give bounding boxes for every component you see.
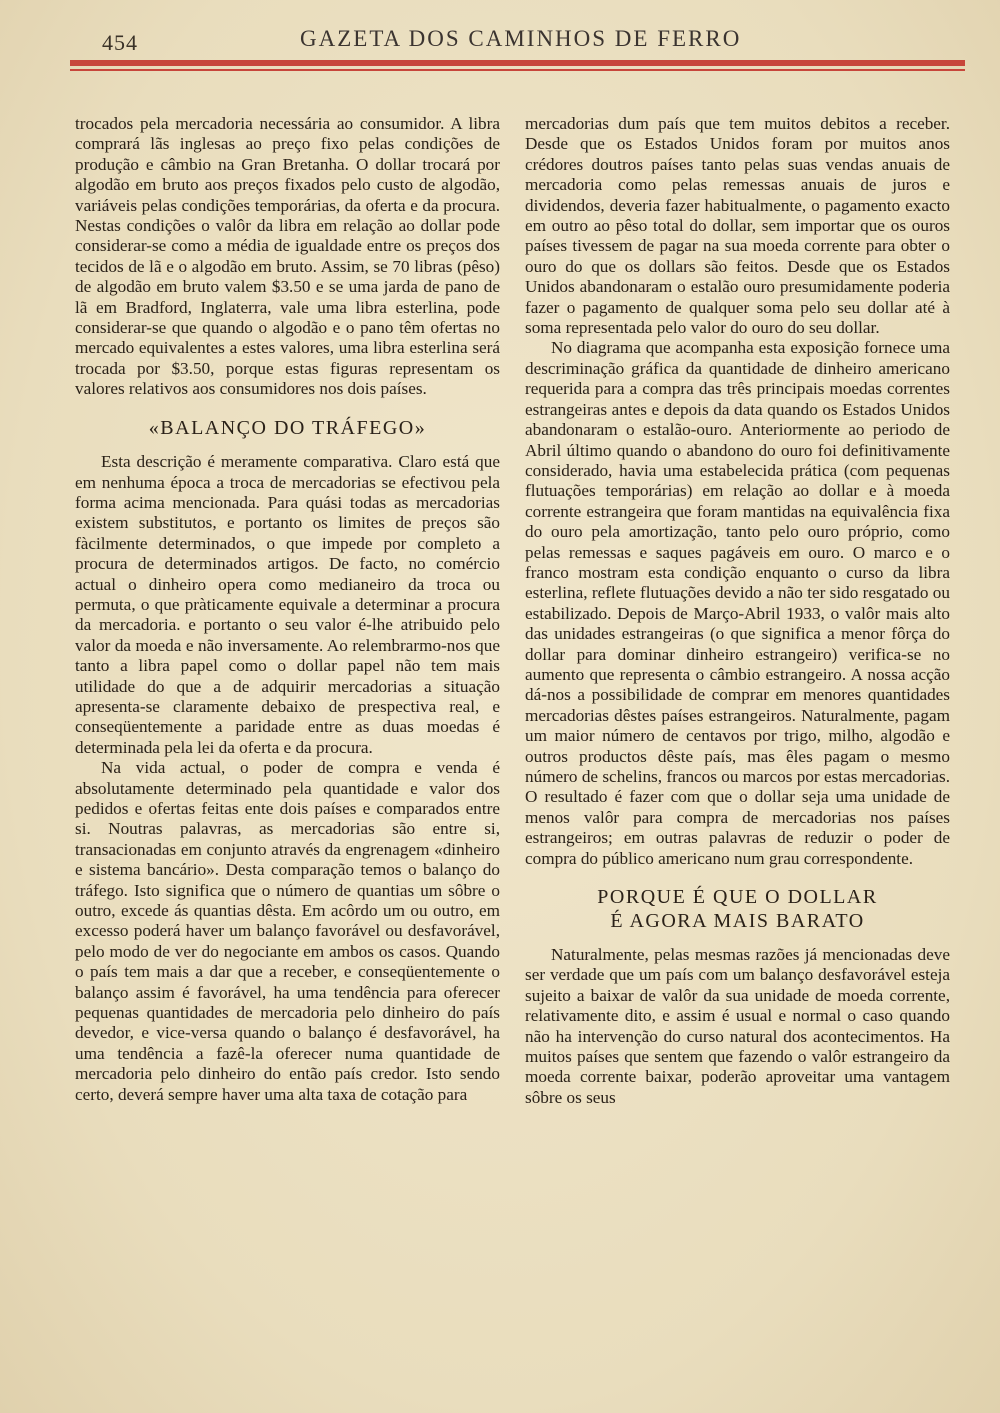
header-rule-thin (70, 69, 965, 71)
right-paragraph-3: Naturalmente, pelas mesmas razões já mencionadas deve ser verdade que um país com um balanço desfavorável esteja sujeito a baixar de valôr da sua unidade de moeda corrente, relativamente dito, e assim é usual e normal o caso quando não ha intervenção do curso natural dos acontecimentos. Ha muitos países que sentem que fazendo o valôr estrangeiro da moeda corrente baixar, poderão aproveitar uma vantagem sôbre os seus (525, 945, 950, 1107)
right-paragraph-1: mercadorias dum país que tem muitos debitos a receber. Desde que os Estados Unidos foram por muitos anos crédores doutros países tanto pelas suas vendas anuais de mercadoria como pelas remessas anuais de juros e dividendos, deveria fazer habitualmente, o pagamento exacto em outro ao pêso total do dollar, sem importar que os ouros países tivessem de pagar na sua moeda corrente para obter o ouro do que os dollars são feitos. Desde que os Estados Unidos abandonaram o estalão ouro presumidamente poderia fazer o pagamento de qualquer soma pelo seu dollar até à soma representada pelo valor do ouro do seu dollar. (525, 114, 950, 338)
left-paragraph-2: Esta descrição é meramente comparativa. Claro está que em nenhuma época a troca de mercadorias se efectivou pela forma acima mencionada. Para quási todas as mercadorias existem substitutos, e portanto os limites de preços são fàcilmente determinados, o que impede por completo a procura de determinados artigos. De facto, no comércio actual o dinheiro opera como medianeiro da troca ou permuta, o que pràticamente equivale a determinar a procura da mercadoria. e portanto o seu valor é-lhe atribuido pelo valor da moeda e não inversamente. Ao relembrarmo-nos que tanto a libra papel como o dollar papel não tem mais utilidade do que a de adquirir mercadorias a situação apresenta-se claramente debaixo de prespectiva real, e conseqüentemente a paridade entre as duas moedas é determinada pela lei da oferta e da procura. (75, 452, 500, 757)
section-heading-dollar (525, 885, 950, 933)
header-rule (70, 60, 965, 66)
section-heading-balanco: «BALANÇO DO TRÁFEGO» (148, 416, 427, 439)
left-paragraph-3: Na vida actual, o poder de compra e venda é absolutamente determinado pela quantidade e valor dos pedidos e ofertas feitas ente dois países e comparados entre si. Noutras palavras, as mercadorias são entre si, transacionadas em conjunto através da engrenagem «dinheiro e sistema bancário». Desta comparação temos o balanço do tráfego. Isto significa que o número de quantias um sôbre o outro, excede ás quantias dêsta. Em acôrdo um ou outro, em excesso poderá haver um balanço favorável ou desfavorável, pelo modo de ver do negociante em ambos os casos. Quando o país tem mais a dar que a receber, e conseqüentemente o balanço assim é favorável, ha uma tendência para oferecer pequenas quantidades de mercadoria pelo dinheiro do país devedor, e vice-versa quando o balanço é desfavorável, ha uma tendência a fazê-la oferecer numa quantidade de mercadoria pelo dinheiro do então país credor. Isto sendo certo, deverá sempre haver uma alta taxa de cotação para (75, 758, 500, 1104)
section-heading-dollar-line-1: PORQUE É QUE O DOLLAR (597, 886, 878, 909)
right-paragraph-2: No diagrama que acompanha esta exposição fornece uma descriminação gráfica da quantidade de dinheiro americano requerida para a compra das três principais moedas correntes estrangeiras antes e depois da data quando os Estados Unidos abandonaram o estalão-ouro. Anteriormente ao periodo de Abril último quando o abandono do ouro foi definitivamente considerado, havia uma estabelecida prática (com pequenas flutuações temporárias) em relação ao dollar e à moeda corrente estrangeira que foram mantidas na equivalência fixa do ouro pela amortização, tanto pelo ouro próprio, como pelas remessas e saques pagáveis em ouro. O marco e o franco mostram esta condição enquanto o curso da libra esterlina, reflete flutuações devido a não ter sido resgatado ou estabilizado. Depois de Março-Abril 1933, o valôr mais alto das unidades estrangeiras (o que significa a menor fôrça do dollar para dominar dinheiro estrangeiro) verifica-se no aumento que representa o câmbio estrangeiro. A nossa acção dá-nos a possibilidade de comprar em menores quantidades mercadorias dêstes países estrangeiros. Naturalmente, pagam um maior número de centavos por trigo, milho, algodão e outros productos dêste país, mas êles pagam o mesmo número de schelins, francos ou marcos por estas mercadorias. O resultado é fazer com que o dollar seja uma unidade de menos valôr para compra de mercadorias nos países estrangeiros; em outras palavras de reduzir o poder de compra do público americano num grau correspondente. (525, 338, 950, 868)
right-column (525, 114, 950, 1108)
page-number: 454 (102, 30, 138, 55)
section-heading-dollar-line-2: É AGORA MAIS BARATO (610, 910, 865, 933)
left-paragraph-1: trocados pela mercadoria necessária ao consumidor. A libra comprará lãs inglesas ao preço fixo pelas condições de produção e câmbio na Gran Bretanha. O dollar trocará por algodão em bruto aos preços fixados pelo custo de algodão, variáveis pelas condições temporárias, da oferta e da procura. Nestas condições o valôr da libra em relação ao dollar pode considerar-se como a média de igualdade entre os preços dos tecidos de lã e o algodão em bruto. Assim, se 70 libras (pêso) de algodão em bruto valem $3.50 e se uma jarda de pano de lã em Bradford, Inglaterra, vale uma libra esterlina, pode considerar-se que quando o algodão e o pano têm ofertas no mercado equivalentes a estes valores, uma libra esterlina será trocada por $3.50, porque estas figuras representam os valores relativos aos consumidores nos dois países. (75, 114, 500, 399)
running-title: GAZETA DOS CAMINHOS DE FERRO (300, 26, 742, 51)
left-column (75, 114, 500, 1105)
